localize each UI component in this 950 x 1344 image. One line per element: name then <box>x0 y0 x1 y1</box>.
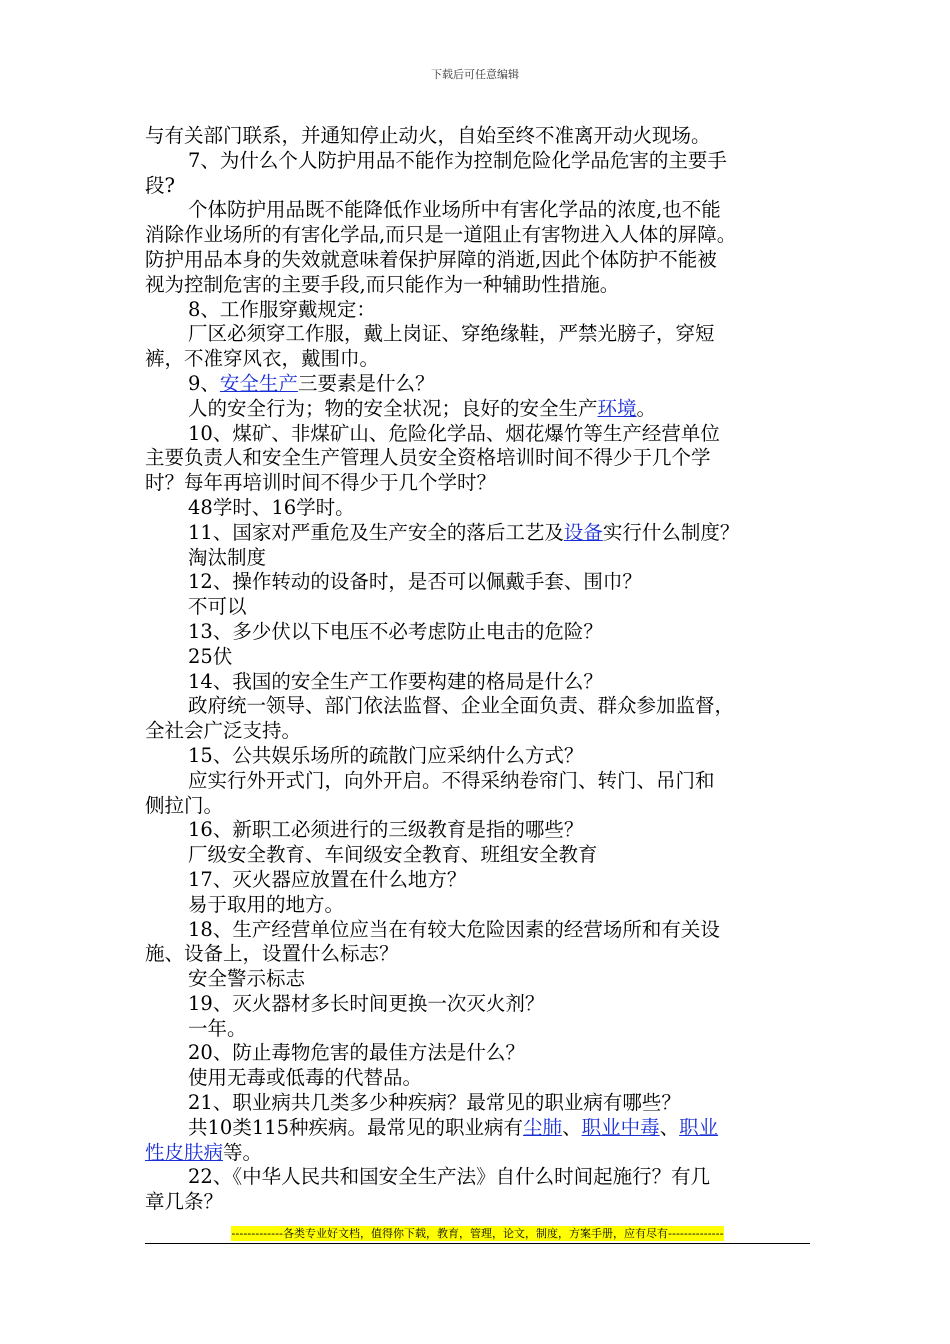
text-run: 一年。 <box>188 1016 247 1040</box>
text-run: 等。 <box>223 1140 263 1164</box>
text-run: 。 <box>636 396 657 420</box>
text-run: 消除作业场所的有害化学品,而只是一道阻止有害物进入人体的屏障。 <box>145 223 737 247</box>
text-line <box>145 1017 810 1042</box>
text-run: 19、灭火器材多长时间更换一次灭火剂？ <box>188 991 545 1015</box>
text-line <box>145 1091 810 1116</box>
page-header: 下载后可任意编辑 <box>431 68 519 81</box>
hyperlink[interactable]: 职业中毒 <box>581 1115 660 1139</box>
text-line <box>145 620 810 645</box>
text-run: 厂级安全教育、车间级安全教育、班组安全教育 <box>188 843 598 867</box>
text-run: 21、职业病共几类多少种疾病？最常见的职业病有哪些？ <box>188 1091 681 1115</box>
page-footer <box>145 1225 810 1241</box>
text-run: 22、《中华人民共和国安全生产法》自什么时间起施行？有几 <box>188 1165 711 1189</box>
text-run: 安全警示标志 <box>188 967 306 991</box>
text-line <box>145 794 810 819</box>
text-run: 15、公共娱乐场所的疏散门应采纳什么方式？ <box>188 743 584 767</box>
text-line <box>145 918 810 943</box>
text-line <box>145 149 810 174</box>
hyperlink[interactable]: 尘肺 <box>523 1115 563 1139</box>
text-line <box>145 670 810 695</box>
text-run: 7、为什么个人防护用品不能作为控制危险化学品危害的主要手 <box>188 148 727 172</box>
text-line <box>145 967 810 992</box>
text-line <box>145 397 810 422</box>
text-run: 施、设备上，设置什么标志？ <box>145 942 399 966</box>
text-run: 时？每年再培训时间不得少于几个学时？ <box>145 471 497 495</box>
text-run: 16、新职工必须进行的三级教育是指的哪些？ <box>188 818 584 842</box>
text-run: 9、 <box>188 371 220 395</box>
text-run: 全社会广泛支持。 <box>145 719 302 743</box>
text-run: 淘汰制度 <box>188 545 267 569</box>
document-body <box>145 124 810 1215</box>
text-run: 厂区必须穿工作服，戴上岗证、穿绝缘鞋，严禁光膀子，穿短 <box>188 322 715 346</box>
text-line <box>145 298 810 323</box>
text-run: 25伏 <box>188 644 233 668</box>
text-line <box>145 1116 810 1141</box>
text-line <box>145 546 810 571</box>
text-line <box>145 595 810 620</box>
text-line <box>145 942 810 967</box>
text-run: 使用无毒或低毒的代替品。 <box>188 1066 423 1090</box>
text-run: 13、多少伏以下电压不必考虑防止电击的危险？ <box>188 619 603 643</box>
text-line <box>145 174 810 199</box>
text-line <box>145 868 810 893</box>
text-run: 裤，不准穿风衣，戴围巾。 <box>145 347 380 371</box>
text-line <box>145 570 810 595</box>
text-line <box>145 1066 810 1091</box>
text-run: 11、国家对严重危及生产安全的落后工艺及 <box>188 520 564 544</box>
text-line <box>145 422 810 447</box>
text-run: 应实行外开式门，向外开启。不得采纳卷帘门、转门、吊门和 <box>188 768 715 792</box>
text-run: 个体防护用品既不能降低作业场所中有害化学品的浓度,也不能 <box>188 198 721 222</box>
text-line <box>145 719 810 744</box>
text-line <box>145 694 810 719</box>
text-run: 、 <box>659 1115 680 1139</box>
hyperlink[interactable]: 职业 <box>679 1115 719 1139</box>
text-run: 侧拉门。 <box>145 793 224 817</box>
hyperlink[interactable]: 设备 <box>563 520 603 544</box>
text-line <box>145 496 810 521</box>
text-line <box>145 1041 810 1066</box>
hyperlink[interactable]: 安全生产 <box>219 371 298 395</box>
hyperlink[interactable]: 环境 <box>597 396 637 420</box>
text-line <box>145 273 810 298</box>
text-run: 章几条？ <box>145 1190 224 1214</box>
text-run: 8、工作服穿戴规定： <box>188 297 376 321</box>
text-run: 48学时、16学时。 <box>188 495 355 519</box>
text-run: 三要素是什么？ <box>297 371 435 395</box>
text-line <box>145 248 810 273</box>
text-line <box>145 124 810 149</box>
text-line <box>145 992 810 1017</box>
text-line <box>145 893 810 918</box>
text-line <box>145 769 810 794</box>
footer-divider <box>145 1243 810 1244</box>
text-run: 12、操作转动的设备时，是否可以佩戴手套、围巾？ <box>188 570 642 594</box>
text-line <box>145 372 810 397</box>
text-line <box>145 843 810 868</box>
text-line <box>145 198 810 223</box>
text-line <box>145 223 810 248</box>
text-run: 17、灭火器应放置在什么地方？ <box>188 867 467 891</box>
text-line <box>145 1190 810 1215</box>
text-run: 段? <box>145 173 175 197</box>
text-line <box>145 1141 810 1166</box>
text-run: 与有关部门联系，并通知停止动火，自始至终不准离开动火现场。 <box>145 124 711 147</box>
text-line <box>145 446 810 471</box>
text-line <box>145 645 810 670</box>
text-run: 、 <box>562 1115 582 1139</box>
text-run: 不可以 <box>188 595 247 619</box>
text-run: 20、防止毒物危害的最佳方法是什么？ <box>188 1041 525 1065</box>
text-run: 防护用品本身的失效就意味着保护屏障的消逝,因此个体防护不能被 <box>145 247 717 271</box>
footer-banner-text: -------------各类专业好文档，值得你下载，教育，管理，论文，制度，方案手册，应有尽有-------------- <box>231 1227 724 1240</box>
hyperlink[interactable]: 性皮肤病 <box>145 1140 224 1164</box>
text-run: 14、我国的安全生产工作要构建的格局是什么？ <box>188 669 603 693</box>
text-line <box>145 347 810 372</box>
text-line <box>145 322 810 347</box>
text-run: 10、煤矿、非煤矿山、危险化学品、烟花爆竹等生产经营单位 <box>188 421 720 445</box>
text-line <box>145 818 810 843</box>
text-run: 人的安全行为；物的安全状况；良好的安全生产 <box>188 396 598 420</box>
text-run: 共10类115种疾病。最常见的职业病有 <box>188 1115 524 1139</box>
text-run: 主要负责人和安全生产管理人员安全资格培训时间不得少于几个学 <box>145 446 711 470</box>
text-run: 易于取用的地方。 <box>188 892 345 916</box>
text-run: 18、生产经营单位应当在有较大危险因素的经营场所和有关设 <box>188 917 720 941</box>
text-line <box>145 744 810 769</box>
text-run: 实行什么制度？ <box>602 520 740 544</box>
text-run: 政府统一领导、部门依法监督、企业全面负责、群众参加监督， <box>188 694 735 718</box>
text-line <box>145 471 810 496</box>
text-line <box>145 1165 810 1190</box>
text-line <box>145 521 810 546</box>
text-run: 视为控制危害的主要手段,而只能作为一种辅助性措施。 <box>145 272 620 296</box>
